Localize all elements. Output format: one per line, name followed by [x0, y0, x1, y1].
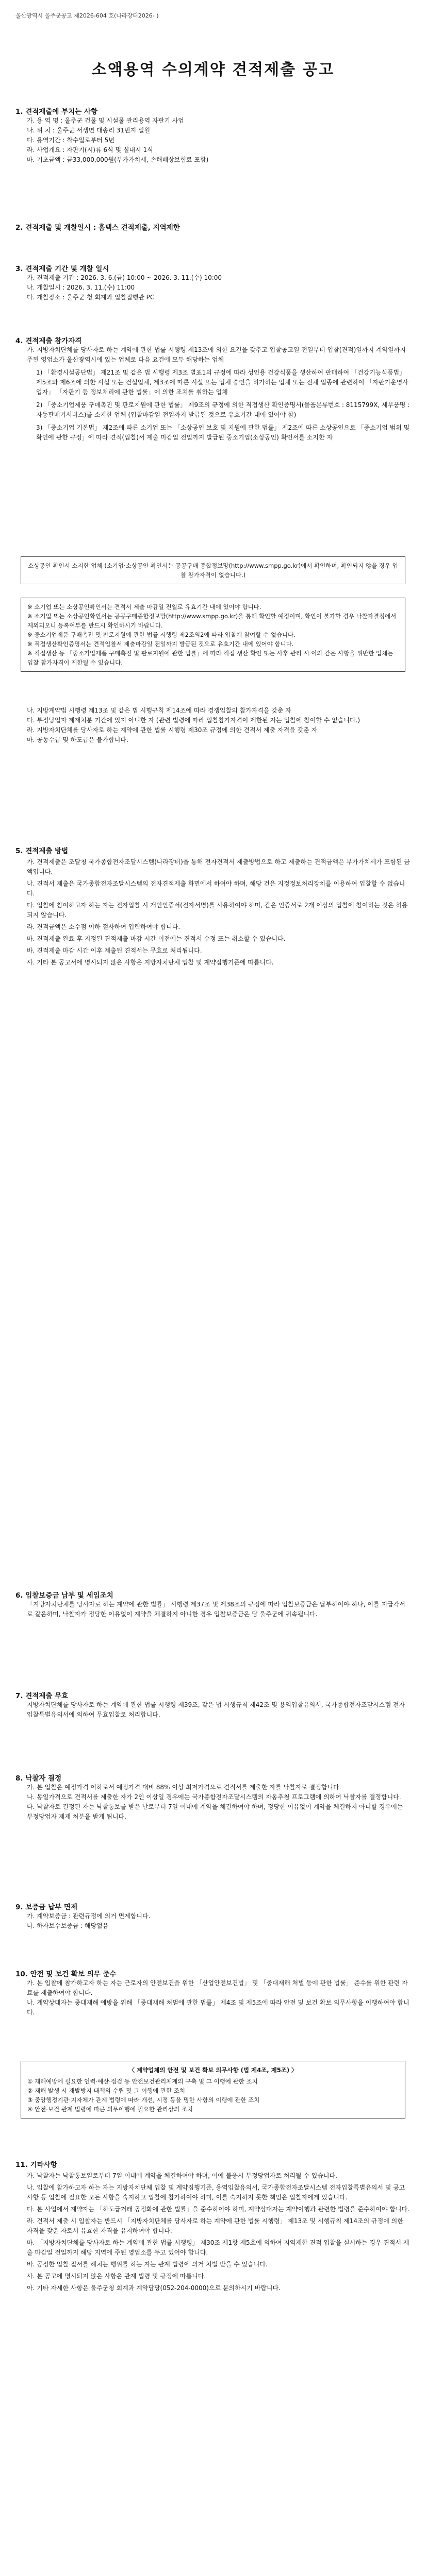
- notice-box-remarks: [21, 598, 405, 672]
- section-row: 나. 위 치 : 울주군 서생면 대송리 31번지 일원: [27, 127, 151, 134]
- section-3: [15, 263, 411, 302]
- section-6: [15, 1589, 411, 1619]
- section-2: [15, 222, 411, 232]
- box-row: ① 재해예방에 필요한 인력·예산·점검 등 안전보건관리체계의 구축 및 그 이행에 관한 조치: [27, 2078, 258, 2085]
- section-8: [15, 1772, 411, 1822]
- section-7: [15, 1690, 411, 1720]
- section-heading: 3. 견적제출 기간 및 개찰 일시: [15, 265, 109, 273]
- section-heading: 4. 견적제출 참가자격: [15, 337, 82, 345]
- section-row: 가. 용 역 명 : 울주군 건물 및 시설물 관리용역 자판기 사업: [27, 117, 184, 124]
- section-heading: 6. 입찰보증금 납부 및 세입조치: [15, 1591, 113, 1600]
- section-row: 다. 개찰장소 : 울주군 청 회계과 입찰집행관 PC: [27, 294, 155, 301]
- section-row: 다. 용역기간 : 착수일로부터 5년: [27, 137, 114, 144]
- notice-header: 울산광역시 울주군공고 제2026-604 호(나라장터2026- ): [15, 12, 159, 19]
- box-row: ② 재해 발생 시 재발방지 대책의 수립 및 그 이행에 관한 조치: [27, 2087, 186, 2094]
- section-4-continued: [15, 706, 411, 745]
- box-row: ④ 안전·보건 관계 법령에 따른 의무이행에 필요한 관리상의 조치: [27, 2106, 193, 2113]
- remark-line: ※ 직접생산 등 「중소기업제품 구매촉진 및 판로지원에 관한 법률」에 따라 직접 생산 확인 또는 사후 관리 시 이와 같은 사항을 위반한 업체는 입찰 참가자격이 제한될 수 있습니다.: [27, 650, 394, 666]
- section-row: 가. 계약보증금 : 관련규정에 의거 면제합니다.: [27, 1912, 151, 1920]
- section-row: 라. 지방자치단체를 당사자로 하는 계약에 관한 법률 시행령 제30조 규정에 의한 견적서 제출 자격을 갖춘 자: [27, 726, 318, 734]
- section-row: 마. 견적제출 완료 후 지정된 견적제출 마감 시간 이전에는 견적서 수정 또는 취소할 수 있습니다.: [27, 935, 286, 942]
- section-row: 가. 본 입찰에 참가하고자 하는 자는 근로자의 안전보건을 위한 「산업안전보건법」 및 「중대재해 처벌 등에 관한 법률」 준수를 위한 관련 자료를 제출하여야 합니다.: [27, 1979, 408, 1996]
- section-11: [15, 2159, 411, 2293]
- section-row: 마. 기초금액 : 금33,000,000원(부가가치세, 손해배상보험료 포함): [27, 156, 209, 163]
- section-row: 다. 입찰에 참여하고자 하는 자는 전자입찰 시 개인인증서(전자서명)를 사용하여야 하며, 같은 인증서로 2개 이상의 입찰에 참여하는 것은 허용되지 않습니다.: [27, 902, 408, 919]
- section-row: 바. 견적제출 마감 시간 이후 제출된 견적서는 무효로 처리됩니다.: [27, 947, 202, 954]
- section-row: 나. 입찰에 참가하고자 하는 자는 지방자치단체 입찰 및 계약집행기준, 용역입찰유의서, 국가종합전자조달시스템 전자입찰특별유의서 및 공고사항 등 입찰에 필요한 모든 사항을 숙지하고 입찰에 참가하여야 하며, 이를 숙지하지 못한 책임은 입찰자에게 있습니다.: [27, 2184, 405, 2201]
- section-subitem: 3) 「중소기업 기본법」 제2조에 따른 소기업 또는 「소상공인 보호 및 지원에 관한 법률」 제2조에 따른 소상공인으로 「중소기업 범위 및 확인에 관한 규정」에 따라 견적(입찰)서 제출 마감일 전일까지 발급된 중소기업(소상공인) 확인서를 소지한 자: [36, 424, 410, 441]
- section-row: 나. 견적서 제출은 국가종합전자조달시스템의 전자견적제출 화면에서 하여야 하며, 해당 건은 지정정보처리장치를 이용하여 입찰할 수 없습니다.: [27, 880, 405, 897]
- section-heading: 11. 기타사항: [15, 2161, 57, 2169]
- box-row: ③ 중앙행정기관·지자체가 관계 법령에 따라 개선, 시정 등을 명한 사항의 이행에 관한 조치: [27, 2096, 260, 2104]
- section-row: 나. 동일가격으로 견적서를 제출한 자가 2인 이상일 경우에는 국가종합전자조달시스템의 자동추첨 프로그램에 의하여 낙찰자를 결정합니다.: [27, 1793, 401, 1801]
- notice-box-qualification: 소상공인 확인서 소지한 업체 (소기업·소상공인 확인서는 공공구매 종합정보망(http://www.smpp.go.kr)에서 확인하며, 확인되지 않을 경우 입찰 참가자격이 없습니다.): [21, 556, 405, 584]
- section-row: 나. 계약상대자는 중대재해 예방을 위해 「중대재해 처벌에 관한 법률」 제4조 및 제5조에 따라 안전 및 보건 확보 의무사항을 이행하여야 합니다.: [27, 1999, 409, 2016]
- section-10: [15, 1968, 411, 2018]
- box-title: 〈 계약업체의 안전 및 보건 확보 의무사항 (법 제4조, 제5조) 〉: [128, 2066, 298, 2074]
- section-row: 가. 견적제출은 조달청 국가종합전자조달시스템(나라장터)을 통해 전자견적서 제출방법으로 하고 제출하는 견적금액은 부가가치세가 포함된 금액입니다.: [27, 858, 410, 875]
- section-row: 마. 「지방자치단체를 당사자로 하는 계약에 관한 법률 시행령」 제30조 제1항 제5호에 의하여 지역제한 견적 입찰을 실시하는 경우 견적서 제출 마감일 전일까지 해당 지역에 주된 영업소를 두고 있어야 합니다.: [27, 2239, 409, 2256]
- notice-title: 소액용역 수의계약 견적제출 공고: [91, 61, 335, 79]
- section-row: 아. 기타 자세한 사항은 울주군청 회계과 계약담당(052-204-0000)으로 문의하시기 바랍니다.: [27, 2284, 281, 2292]
- section-row: 가. 낙찰자는 낙찰통보일로부터 7일 이내에 계약을 체결하여야 하며, 이에 불응시 부정당업자로 처리될 수 있습니다.: [27, 2172, 337, 2179]
- section-5: [15, 845, 411, 968]
- section-row: 지방자치단체를 당사자로 하는 계약에 관한 법률 시행령 제39조, 같은 법 시행규칙 제42조 및 용역입찰유의서, 국가종합전자조달시스템 전자입찰특별유의서에 의하여 무효입찰로 처리합니다.: [27, 1701, 405, 1718]
- section-row: 사. 기타 본 공고서에 명시되지 않은 사항은 지방자치단체 입찰 및 계약집행기준에 따릅니다.: [27, 959, 274, 966]
- section-paragraph: 가. 지방자치단체를 당사자로 하는 계약에 관한 법률 시행령 제13조에 의한 요건을 갖추고 입찰공고일 전일부터 입찰(견적)일까지 계약일까지 주된 영업소가 울산광역시에 있는 업체로 다음 요건에 모두 해당하는 업체: [27, 346, 406, 363]
- section-heading: 7. 견적제출 무효: [15, 1692, 69, 1700]
- section-row: 나. 개찰일시 : 2026. 3. 11.(수) 11:00: [27, 284, 135, 291]
- remark-line: ※ 직접생산확인증명서는 견적입찰서 제출마감일 전일까지 발급된 것으로 유효기간 내에 있어야 합니다.: [27, 640, 294, 648]
- section-1: [15, 106, 411, 165]
- notice-box-safety: [21, 2061, 405, 2119]
- section-row: 나. 하자보수보증금 : 해당없음: [27, 1922, 109, 1929]
- section-heading: 5. 견적제출 방법: [15, 847, 69, 855]
- remark-line: ※ 소기업 또는 소상공인확인서는 공공구매종합정보망(http://www.smpp.go.kr)을 통해 확인할 예정이며, 확인이 불가할 경우 낙찰자결정에서 제외되오니 등록여부를 반드시 확인하시기 바랍니다.: [27, 613, 397, 629]
- section-row: 나. 지방계약법 시행령 제13조 및 같은 법 시행규칙 제14조에 따라 경쟁입찰의 참가자격을 갖춘 자: [27, 707, 291, 714]
- section-heading: 2. 견적제출 및 개찰일시 : 홈택스 견적제출, 지역제한: [15, 224, 180, 232]
- section-row: 라. 사업개요 : 자판기(시)류 6식 및 실내시 1식: [27, 146, 153, 154]
- section-row: 마. 공동수급 및 하도급은 불가합니다.: [27, 736, 128, 743]
- section-heading: 10. 안전 및 보건 확보 의무 준수: [15, 1970, 117, 1978]
- section-row: 라. 견적금액은 소수점 이하 절사하여 입력하여야 합니다.: [27, 923, 181, 930]
- remark-line: ※ 중소기업제품 구매촉진 및 판로지원에 관한 법률 시행령 제2조의2에 따라 입찰에 참여할 수 없습니다.: [27, 631, 296, 638]
- section-row: 「지방자치단체를 당사자로 하는 계약에 관한 법률」 시행령 제37조 및 제38조의 규정에 따라 입찰보증금은 납부하여야 하나, 이를 지급각서로 갈음하며, 낙찰자가 정당한 이유없이 계약을 체결하지 아니한 경우 입찰보증금은 당 울주군에 귀속됩니다.: [27, 1601, 405, 1618]
- section-heading: 1. 견적제출에 부치는 사항: [15, 108, 98, 116]
- remark-line: ※ 소기업 또는 소상공인확인서는 견적서 제출 마감일 전일로 유효기간 내에 있어야 합니다.: [27, 603, 261, 611]
- section-9: [15, 1901, 411, 1931]
- section-row: 사. 본 공고에 명시되지 않은 사항은 관계 법령 및 규정에 따릅니다.: [27, 2273, 206, 2280]
- section-row: 다. 본 사업에서 계약자는 「하도급거래 공정화에 관한 법률」을 준수하여야 하며, 계약상대자는 계약이행과 관련한 법령을 준수하여야 합니다.: [27, 2206, 409, 2213]
- section-row: 다. 부정당업자 제재처분 기간에 있지 아니한 자 (관련 법령에 따라 입찰참가자격이 제한된 자는 입찰에 참여할 수 없습니다.): [27, 717, 361, 724]
- section-row: 라. 견적서 제출 시 입찰자는 반드시 「지방자치단체를 당사자로 하는 계약에 관한 법률 시행령」 제13조 및 시행규칙 제14조의 규정에 의한 자격을 갖춘 자로서 유효한 자격을 유지하여야 합니다.: [27, 2217, 403, 2234]
- section-row: 바. 공정한 입찰 질서를 해치는 행위를 하는 자는 관계 법령에 의거 처벌 받을 수 있습니다.: [27, 2261, 268, 2268]
- section-4: [15, 335, 411, 443]
- section-row: 다. 낙찰자로 결정된 자는 낙찰통보를 받은 날로부터 7일 이내에 계약을 체결하여야 하며, 정당한 이유없이 계약을 체결하지 아니할 경우에는 부정당업자 제재 처분을 받게 됩니다.: [27, 1803, 403, 1820]
- section-row: 가. 견적제출 기간 : 2026. 3. 6.(금) 10:00 ~ 2026. 3. 11.(수) 10:00: [27, 274, 222, 281]
- section-heading: 8. 낙찰자 결정: [15, 1774, 62, 1783]
- section-subitem: 1) 「환경시설공단법」 제21조 및 같은 법 시행령 제3조 별표1의 규정에 따라 성인용 건강식품을 생산하여 판매하여 「건강기능식품법」 제5조와 제6조에 의한 시설 또는 건설업체, 제3조에 따른 시설 또는 업체 승인을 허가하는 업체 또는 전체 업종에 관련하여 「자판기운영사업자」 「자판기 등 정보처리에 관한 법률」에 의한 조치를 취하는 업체: [36, 369, 408, 396]
- section-row: 가. 본 입찰은 예정가격 이하로서 예정가격 대비 88% 이상 최저가격으로 견적서를 제출한 자를 낙찰자로 결정합니다.: [27, 1784, 341, 1791]
- section-subitem: 2) 「중소기업제품 구매촉진 및 판로지원에 관한 법률」 제9조의 규정에 의한 직접생산 확인증명서(물품분류번호 : 8115799X, 세부품명 : 자동판매기서비스)를 소지한 업체 (입찰마감일 전일까지 발급된 것으로 유효기간 내에 있어야 함): [36, 401, 410, 418]
- section-heading: 9. 보증금 납부 면제: [15, 1903, 77, 1911]
